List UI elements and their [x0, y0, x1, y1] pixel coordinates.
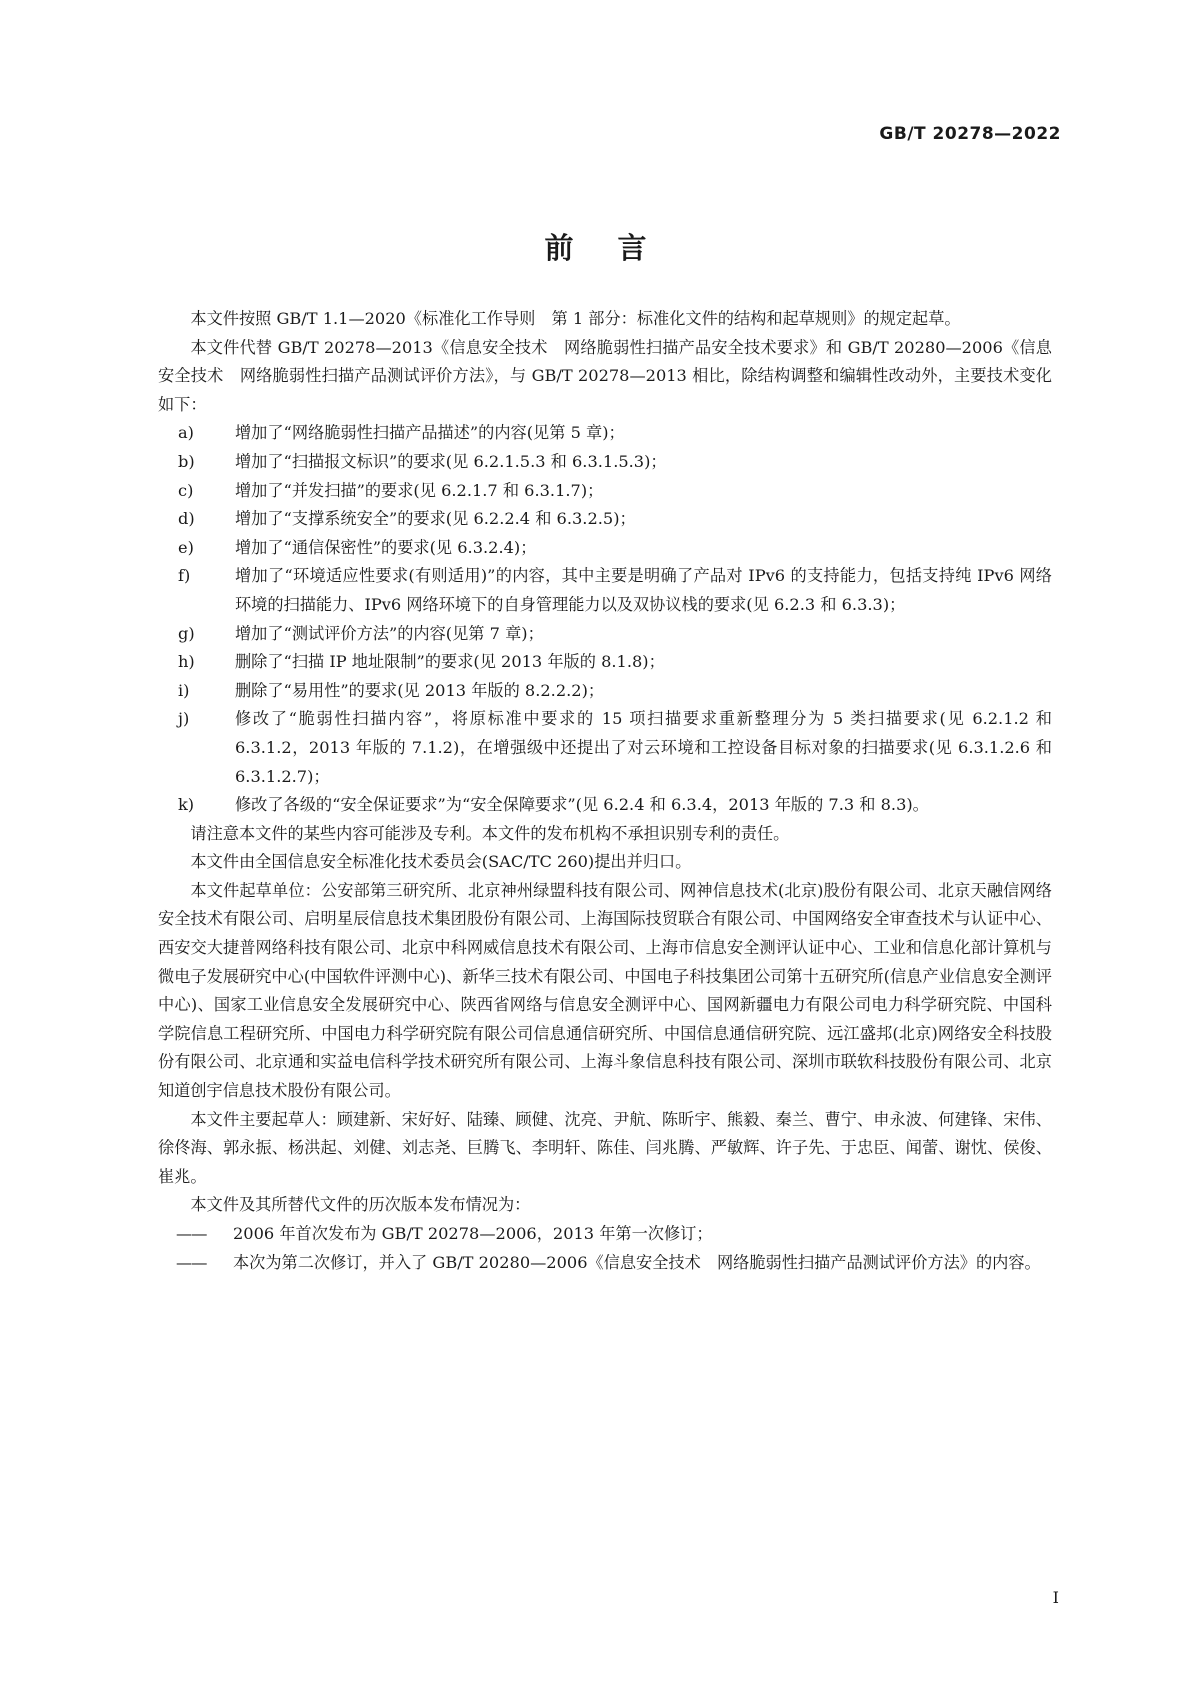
page-number: I [1052, 1588, 1059, 1607]
list-marker: j) [178, 709, 190, 729]
list-item [178, 620, 1052, 649]
list-item [178, 505, 1052, 534]
list-marker: —— [176, 1224, 207, 1243]
paragraph-history-intro: 本文件及其所替代文件的历次版本发布情况为： [190, 1195, 531, 1215]
list-item-text: 本次为第二次修订，并入了 GB/T 20280—2006《信息安全技术 网络脆弱性扫描产品测试评价方法》的内容。 [233, 1252, 1041, 1272]
list-item-text: 修改了各级的“安全保证要求”为“安全保障要求”(见 6.2.4 和 6.3.4，2013 年版的 7.3 和 8.3)。 [235, 795, 929, 815]
list-item [178, 705, 1052, 791]
paragraph-drafting-units: 本文件起草单位：公安部第三研究所、北京神州绿盟科技有限公司、网神信息技术(北京)股份有限公司、北京天融信网络安全技术有限公司、启明星辰信息技术集团股份有限公司、上海国际技贸联合有限公司、中国网络安全审查技术与认证中心、西安交大捷普网络科技有限公司、北京中科网威信息技术有限公司、上海市信息安全测评认证中心、工业和信息化部计算机与微电子发展研究中心(中国软件评测中心)、新华三技术有限公司、中国电子科技集团公司第十五研究所(信息产业信息安全测评中心)、国家工业信息安全发展研究中心、陕西省网络与信息安全测评中心、国网新疆电力有限公司电力科学研究院、中国科学院信息工程研究所、中国电力科学研究院有限公司信息通信研究所、中国信息通信研究院、远江盛邦(北京)网络安全科技股份有限公司、北京通和实益电信科学技术研究所有限公司、上海斗象信息科技有限公司、深圳市联软科技股份有限公司、北京知道创宇信息技术股份有限公司。 [158, 880, 1052, 1101]
list-item-text: 增加了“测试评价方法”的内容(见第 7 章)； [235, 623, 544, 643]
list-marker: a) [178, 423, 194, 443]
list-marker: —— [176, 1252, 207, 1272]
list-item-text: 2006 年首次发布为 GB/T 20278—2006，2013 年第一次修订； [233, 1224, 713, 1243]
preface-body [158, 305, 1052, 1277]
list-marker: c) [178, 480, 194, 500]
list-item [178, 419, 1052, 448]
standard-code: GB/T 20278—2022 [879, 124, 1061, 144]
list-marker: g) [178, 623, 195, 643]
list-marker: i) [178, 680, 190, 700]
paragraph-drafting-rules: 本文件按照 GB/T 1.1—2020《标准化工作导则 第 1 部分：标准化文件的结构和起草规则》的规定起草。 [190, 309, 961, 328]
list-item-text: 增加了“扫描报文标识”的要求(见 6.2.1.5.3 和 6.3.1.5.3)； [235, 451, 667, 471]
list-item [178, 648, 1052, 677]
paragraph-replacement: 本文件代替 GB/T 20278—2013《信息安全技术 网络脆弱性扫描产品安全技术要求》和 GB/T 20280—2006《信息安全技术 网络脆弱性扫描产品测试评价方法》，与 GB/T 20278—2013 相比，除结构调整和编辑性改动外，主要技术变化如下： [158, 337, 1052, 414]
paragraph-patent-notice: 请注意本文件的某些内容可能涉及专利。本文件的发布机构不承担识别专利的责任。 [190, 823, 790, 843]
list-item [178, 448, 1052, 477]
list-item [178, 477, 1052, 506]
list-item-text: 增加了“支撑系统安全”的要求(见 6.2.2.4 和 6.3.2.5)； [235, 509, 636, 529]
list-item-text: 增加了“通信保密性”的要求(见 6.3.2.4)； [235, 537, 537, 557]
list-item [176, 1220, 1052, 1249]
list-item-text: 删除了“扫描 IP 地址限制”的要求(见 2013 年版的 8.1.8)； [235, 652, 665, 672]
paragraph-proposer: 本文件由全国信息安全标准化技术委员会(SAC/TC 260)提出并归口。 [190, 852, 692, 872]
list-marker: e) [178, 537, 194, 557]
paragraph-drafters: 本文件主要起草人：顾建新、宋好好、陆臻、顾健、沈亮、尹航、陈昕宇、熊毅、秦兰、曹宁、申永波、何建锋、宋伟、徐佟海、郭永振、杨洪起、刘健、刘志尧、巨腾飞、李明轩、陈佳、闫兆腾、严敏辉、许子先、于忠臣、闻蕾、谢忱、侯俊、崔兆。 [158, 1109, 1052, 1186]
list-item [176, 1249, 1052, 1278]
list-item-text: 删除了“易用性”的要求(见 2013 年版的 8.2.2.2)； [235, 680, 605, 700]
page-title: 前言 [544, 231, 691, 265]
changes-list [158, 419, 1052, 819]
list-item [178, 534, 1052, 563]
list-item-text: 增加了“网络脆弱性扫描产品描述”的内容(见第 5 章)； [235, 423, 625, 443]
list-marker: f) [178, 566, 191, 586]
list-item [178, 677, 1052, 706]
list-item [178, 791, 1052, 820]
list-item-text: 增加了“并发扫描”的要求(见 6.2.1.7 和 6.3.1.7)； [235, 480, 604, 500]
list-marker: h) [178, 652, 195, 672]
list-item-text: 增加了“环境适应性要求(有则适用)”的内容，其中主要是明确了产品对 IPv6 的支持能力，包括支持纯 IPv6 网络环境的扫描能力、IPv6 网络环境下的自身管理能力以及双协议栈的要求(见 6.2.3 和 6.3.3)； [235, 566, 1052, 614]
list-marker: d) [178, 509, 195, 529]
list-marker: k) [178, 795, 195, 815]
list-item [178, 562, 1052, 619]
list-marker: b) [178, 451, 195, 471]
list-item-text: 修改了“脆弱性扫描内容”，将原标准中要求的 15 项扫描要求重新整理分为 5 类扫描要求(见 6.2.1.2 和 6.3.1.2，2013 年版的 7.1.2)，在增强级中还提出了对云环境和工控设备目标对象的扫描要求(见 6.3.1.2.6 和 6.3.1.2.7)； [235, 709, 1052, 786]
history-list [158, 1220, 1052, 1277]
